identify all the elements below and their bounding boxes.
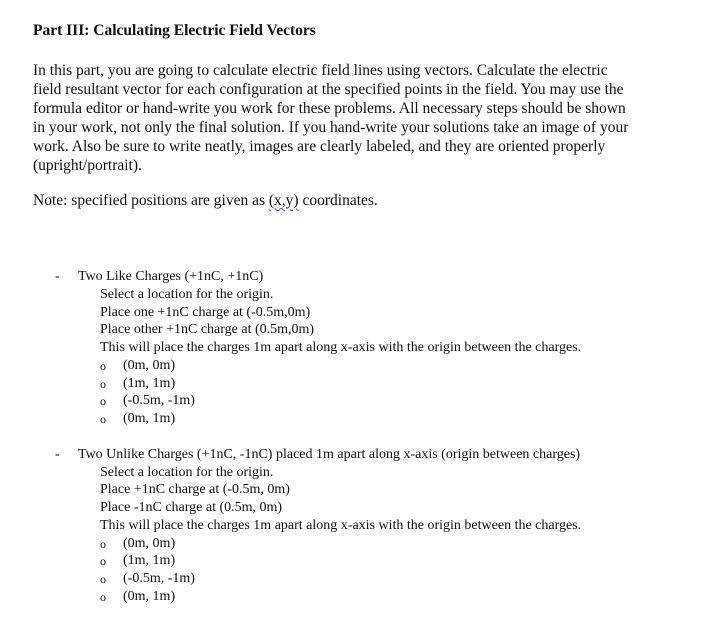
- field-point: (0m, 1m): [123, 411, 176, 426]
- field-point: (-0.5m, -1m): [123, 393, 195, 408]
- section-heading: Two Like Charges (+1nC, +1nC): [78, 269, 264, 284]
- instruction-line: Place one +1nC charge at (-0.5m,0m): [100, 305, 311, 320]
- intro-line: field resultant vector for each configuration at the specified points in the field. You may use the: [33, 81, 624, 98]
- hollow-bullet-icon: o: [100, 554, 106, 568]
- instruction-line: Place +1nC charge at (-0.5m, 0m): [100, 482, 290, 497]
- hollow-bullet-icon: o: [100, 377, 106, 391]
- instruction-line: This will place the charges 1m apart along x-axis with the origin between the charges.: [100, 518, 582, 533]
- intro-line: in your work, not only the final solution. If you hand-write your solutions take an image of your: [33, 119, 629, 136]
- instruction-line: Select a location for the origin.: [100, 465, 274, 480]
- intro-line: formula editor or hand-write you work for these problems. All necessary steps should be shown: [33, 100, 626, 117]
- instruction-line: Place other +1nC charge at (0.5m,0m): [100, 322, 315, 337]
- hollow-bullet-icon: o: [100, 572, 106, 586]
- field-point: (1m, 1m): [123, 553, 176, 568]
- list-dash: -: [55, 447, 60, 462]
- section-heading: Two Unlike Charges (+1nC, -1nC) placed 1m apart along x-axis (origin between charges): [78, 447, 581, 462]
- instruction-line: This will place the charges 1m apart along x-axis with the origin between the charges.: [100, 340, 582, 355]
- document-title: Part III: Calculating Electric Field Vectors: [33, 22, 316, 39]
- note-text-before: Note: specified positions are given as: [33, 192, 269, 209]
- intro-paragraph: [33, 61, 678, 175]
- hollow-bullet-icon: o: [100, 359, 106, 373]
- field-point: (0m, 1m): [123, 589, 176, 604]
- intro-line: In this part, you are going to calculate electric field lines using vectors. Calculate the electric: [33, 62, 608, 79]
- instruction-line: Place -1nC charge at (0.5m, 0m): [100, 500, 283, 515]
- intro-line: (upright/portrait).: [33, 157, 142, 174]
- note-text-after: coordinates.: [298, 192, 378, 209]
- note-coordinate-term: (x,y): [268, 192, 299, 209]
- list-dash: -: [55, 269, 60, 284]
- instruction-line: Select a location for the origin.: [100, 287, 274, 302]
- hollow-bullet-icon: o: [100, 537, 106, 551]
- field-point: (0m, 0m): [123, 358, 176, 373]
- field-point: (-0.5m, -1m): [123, 571, 195, 586]
- field-point: (1m, 1m): [123, 376, 176, 391]
- intro-line: work. Also be sure to write neatly, images are clearly labeled, and they are oriented properly: [33, 138, 606, 155]
- note-line: [33, 192, 378, 210]
- hollow-bullet-icon: o: [100, 394, 106, 408]
- hollow-bullet-icon: o: [100, 590, 106, 604]
- hollow-bullet-icon: o: [100, 412, 106, 426]
- field-point: (0m, 0m): [123, 536, 176, 551]
